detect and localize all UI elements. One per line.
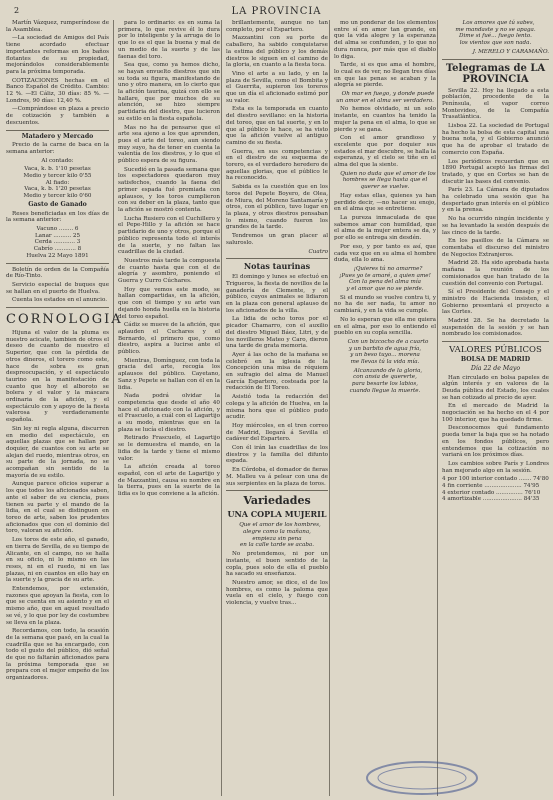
paragraph: Madrid 28. Se ha decretado la suspensión de la sesión y se han nombrado los comisionados. xyxy=(442,318,549,338)
page-number: 2 xyxy=(14,6,20,15)
quote-row: 4 exterior contado ............... 76'10 xyxy=(442,489,541,496)
paragraph: Asistió toda la redacción del colega y la afición de Huelva, en la misma hora que el público pudo acudir. xyxy=(226,394,328,421)
paragraph: Nuestros más tarde la compuesta de cuanto hasta que con el de alegría y asombro, poniendo el Guerra y Curro Cúchares. xyxy=(118,257,220,285)
paragraph: Sí el Presidente del Consejo y el ministro de Hacienda insisten, el Gobierno presentará el proyecto a las Cortes. xyxy=(442,289,549,316)
paragraph: No hemos olvidado, ni un solo instante, en cuantos ha tenido la mujer la pena en el alma, lo que se pierde y se gana. xyxy=(334,106,436,133)
price-list xyxy=(6,166,109,200)
paragraph: Nada podrá olvidar la competencia que desde el año 40 hace el aficionado con la afición, y el Frascuelo, a cuál con el Lagartijo a su modo, mientras que en la plaza se lucía el diestro. xyxy=(118,393,220,433)
date-line: Huelva 22 Mayo 1891 xyxy=(26,252,89,259)
bolsa-date: Día 22 de Mayo xyxy=(470,364,521,372)
paragraph: Retirado Frascuelo, el Lagartijo se le demuestra el mando, en la lidia de la tarde y tiene el mismo valor. xyxy=(118,435,220,462)
quote-row: 4 fin corriente ..................... 74'95 xyxy=(442,483,540,490)
divider xyxy=(6,307,109,308)
paragraph: Por eso, y por tanto es así, que cada vez que en su alma el hombre duda, ella lo ama. xyxy=(334,243,436,264)
paragraph: brillantemente, aunque no tan completo, por el Espartero. xyxy=(226,20,328,33)
masthead: LA PROVINCIA xyxy=(231,6,322,17)
paragraph: París 23. La Cámara de diputados ha celebrado una sesión que ha despertado gran interés en el público y en la prensa. xyxy=(442,187,549,214)
divider xyxy=(226,258,328,259)
paragraph: Vino el arte a su lado, y en la plaza de Sevilla, como el Bombita y el Guerrita, supieron los toreros que un día el aficionado estimó por su valor. xyxy=(226,70,328,104)
subhead: Al contado: xyxy=(41,157,74,164)
paragraph: —Comprándose en plaza a precio de cotización y también a descuentos. xyxy=(6,106,109,126)
paragraph: No lo esperan que ella me quiera en el alma, por eso lo entiendo el pueblo en su copla sencilla. xyxy=(334,316,436,337)
column-5 xyxy=(442,20,549,798)
section-title-variedades: Variedades xyxy=(243,494,311,508)
paragraph: Lisboa 22. La sociedad de Portugal ha hecho la bolsa de esta capital una buena nota, y el Gobierno anunció que ha de aprobar el tratado de comercio con España. xyxy=(442,123,549,156)
paragraph: No pretendemos, ni por un instante, el buen sentido de la copla, pues solo de ella el pueblo ha sacado su enseñanza. xyxy=(226,551,328,578)
article-title-copla: UNA COPLA MUJERIL xyxy=(227,509,327,520)
paragraph: En los pasillos de la Cámara se comentaba el discurso del ministro de Negocios Extranjeros. xyxy=(442,238,549,258)
paragraph: Sabida es la cuestión que en los toros del Pepete Boyero, de Olea, de Miura, del Moreno Santamaría y otros, con el público, tuvo lugar en la plaza, y otros diestros pensaban lo mismo, cuando fueron los grandes de la tarde. xyxy=(226,184,328,231)
price-line: Vaca, k. b. 1'20 pesetas xyxy=(24,186,91,193)
ganado-line: Cerda ............ 3 xyxy=(34,239,81,246)
price-line: Medio y tercer kilo 0'60 xyxy=(23,193,92,200)
paragraph: Con el amor grandioso y excelente que por doquier sus estados el mar descubre, se halla la esperanza, y el cielo se tiñe en el alma del que la siente. xyxy=(334,135,436,169)
section-title-mercado: Matadero y Mercado xyxy=(21,132,94,140)
column-4 xyxy=(334,20,436,798)
paragraph: El domingo y lunes se efectuó en Trigueros, la fiesta de novillos de la ganadería de Clemente, y el público, cuyos animales se lidiaron en la plaza con general aplauso de los aficionados de la villa. xyxy=(226,274,328,314)
ganado-list xyxy=(6,226,109,253)
paragraph: Guerra, en sus competencias y en el diestro de su esquema de torero, es el verdadero heredero de aquellas glorias, que el público le ha reconocido. xyxy=(226,148,328,182)
library-stamp-icon xyxy=(362,758,482,798)
section-title-notas: Notas taurinas xyxy=(243,261,311,272)
paragraph: Cádiz se mueve de la afición, que aplauden el Cuchares y el Bernardo, el primero que, como diestro, aspira a lucirse ante el público. xyxy=(118,322,220,356)
column-3 xyxy=(226,20,328,798)
paragraph: Con él irán las cuadrillas de los diestros y la familia del difunto espada. xyxy=(226,445,328,465)
paragraph: Precio de la carne de baca en la semana anterior: xyxy=(6,142,109,155)
divider xyxy=(6,130,109,131)
divider xyxy=(6,263,109,264)
paragraph: Entendemos, por extensión, razones que apoyan la fiesta, con lo que se cuenta en su asiento y en el mismo año, que en aquel resultado se vé, y lo que por ley de costumbre se lleva en la plaza. xyxy=(6,586,109,626)
paragraph: Mas no ha de pensarse que el arte sea ajeno a los que aprenden, pues el arte del toreo, aun siendo muy suyo, ha de tener en cuenta la valentía de los diestros, y lo que el público espera de su figura. xyxy=(118,124,220,165)
verse: Con un bizcocho de a cuarto y un barbito de agua fría, y un beso tuyo... morena me llevas tú la vida mía. xyxy=(347,338,429,366)
paragraph: Hoy miércoles, en el tren correo de Madrid, llegará á Sevilla el cadáver del Espartero. xyxy=(226,422,328,443)
paragraph: Han circulado en bolsa papeles de algún interés y en valores de la Deuda pública del Estado, los cuales se han cotizado al precio de ayer. xyxy=(442,374,549,401)
divider xyxy=(226,490,328,491)
ganado-line: Cabrío ............ 8 xyxy=(33,246,82,253)
paragraph: Hijuna el valor de la pluma es nuestro acicate, tambien de otros el deseo de cuanto de nuestro el Superior, que con la pérdida de otros dineros, el torero como este, hace de sobra es gran despreocupación, y el espectáculo taurino en la manifestación de cuanto que hoy el alboroto se bolera y el valor y la máscara ordinaria de la afición, y el espectáculo con y apoyo de la fiesta valerosa y verdaderamente española. xyxy=(6,330,109,424)
ganado-line: Vacuno ........ 6 xyxy=(36,225,79,232)
paragraph: Tarde, si es que ama el hombre, lo cual es de ver, no llegan tres días en que las penas se acaban y la alegría se pierde. xyxy=(334,62,436,89)
paragraph: Hoy que vemos este modo, se hallan compartidas, en la afición, que con el tiempo y su arte van dejando honda huella en la historia del toreo español. xyxy=(118,286,220,320)
page-header xyxy=(8,6,545,18)
paragraph: Desconocemos qué fundamento pueda tener la baja que se ha notado en los fondos públicos, pero entendemos que la cotización no variará en los próximos días. xyxy=(442,425,549,459)
signature: Cuatro xyxy=(308,248,328,255)
paragraph: Si el mundo se vuelve contra ti, y no ha de ser nada, tu amor no cambiará, y en la vida se cumple. xyxy=(334,294,436,315)
paragraph: Los periódicos recuerdan que en 1890 Portugal aceptó las firmas del tratado, y que en Cortes se han de discutir las bases del convenio. xyxy=(442,158,549,185)
quotes-table xyxy=(442,476,549,503)
column-1 xyxy=(6,20,123,798)
verse: Quien no duda que el amor de los hombres se llega hasta que el querer se vuelve. xyxy=(340,170,436,191)
paragraph: Sea que, como ya hemos dicho, se hayan envuelto diestros que sin su toda su figura, manifestando de uno y otro manera, en lo cierto que la afición taurina, quizá con ello se hallare, que por muchos de su atención, se hizo siempre partidaria del diestro, que lucieron su estilo en la fiesta española. xyxy=(118,62,220,122)
section-title-valores: VALORES PÚBLICOS xyxy=(449,345,542,356)
price-line: Medio y tercer kilo 0'55 xyxy=(23,173,92,180)
paragraph: Sucedió en la pasada semana que los espectadores quedaron muy satisfechos, cuando la faena del primer espada fué premiada con aplausos, y los toros cumplieron con su deber en la plaza, tanto que la afición se mostró contenta. xyxy=(118,166,220,213)
verse: Los amores que tú sabes, me mandaste y no se apaga. Dime si fué... fuego lento. los vientos que son nada. xyxy=(455,20,536,47)
quote-row: 4 amortizable ...................... 84'35 xyxy=(442,496,540,503)
subhead-bolsa: BOLSA DE MADRID xyxy=(460,356,531,364)
paragraph: Reses beneficiadas en los días de la semana anterior: xyxy=(6,210,109,224)
paragraph: En Córdoba, el domador de fieras M. Malleu va á pelear con una de sus serpientes en la plaza de toros. xyxy=(226,467,328,487)
verse: Alcanzando de la gloria, con ansia de quererte, para besarte los labios, cuando llegue la muerte. xyxy=(349,367,423,394)
paragraph: Los toros de este año, el ganado, en tierra de Sevilla, de su tiempo de Alicante, en el campo, no se halla en su oficio, ni lo mismo en las reses, ni en el ruedo, ni en las plazas, ni en cuantos en ello hay en la suerte y la gracia de su arte. xyxy=(6,537,109,584)
paragraph: Mazzantini con su porte de caballero, ha sabido conquistarse la estima del público y los demás diestros le siguen en el camino de la gloria, en cuanto a la fiesta toca. xyxy=(226,35,328,69)
paragraph: Mientras, Domínguez, con toda la gracia del arte, recogía los aplausos del público. Cayetano, Sanz y Pepete se hallan con él en la lidia. xyxy=(118,357,220,391)
paragraph: Nuestro amor, se dice, el de los hombres, es como la paloma que vuela en el cielo, y fuego con violencia, y vuelve tras... xyxy=(226,579,328,607)
paragraph: —La sociedad de Amigos del País tiene acordado efectuar importantes reformas en los baños flotantes de su propiedad, mejorándolos considerablemente para la próxima temporada. xyxy=(6,35,109,75)
column-2 xyxy=(118,20,220,798)
paragraph: Lucha Rusiero con el Cuchillero y el Pepe-Hillo y la afición se hace partidario de uno y otros, porque el público representa todo el interés de la suerte, y no faltan las cuadrillas de la ciudad. xyxy=(118,215,220,256)
paragraph: Ayer á las ocho de la mañana se celebró en la iglesia de la Concepción una misa de réquiem en sufragio del alma de Manuel García Espartero, costeada por la redacción de El Toreo. xyxy=(226,351,328,392)
paragraph: Cuenta los estados en el anuncio. xyxy=(12,297,108,304)
paragraph: Servicio especial de buques que se hallan en el puerto de Huelva. xyxy=(6,281,109,295)
paragraph: Martín Vázquez, rumperíndose de la Asamblea. xyxy=(6,20,109,33)
paragraph: Madrid 28. Ha sido aprobada hasta mañana la reunión de los comisionados que han tratado de la cuestión del convenio con Portugal. xyxy=(442,260,549,287)
paragraph: Aunque parece oficios superar a los que todos los aficionados saben, ante el saber de su ciencia, pues tienen su parte y el mando de la lidia, en el cual se distinguen en toreo de arte, saben los prudentes aficionados que con el dominio del toro, valoran su afición. xyxy=(6,481,109,535)
verse: ¡Quieres tú no amarme? ¡Pues yo te amaré, a quien ame! Con la pena del alma mía y el amor que no se pierde. xyxy=(339,265,431,293)
columns xyxy=(6,20,549,798)
paragraph: No ha ocurrido ningún incidente y se ha levantado la sesión después de las cinco de la tarde. xyxy=(442,216,549,236)
paragraph: Los cambios sobre París y Londres han mejorado algo en la sesión. xyxy=(442,460,549,474)
divider xyxy=(442,59,549,60)
section-title-ganado: Gasto de Ganado xyxy=(28,200,87,208)
paragraph: Hay estas ellas, quienes ya han perdido decir, —no hacer su enojo, en el alma que se entretiene. xyxy=(334,192,436,213)
section-title-telegramas: Telegramas de LA PROVINCIA xyxy=(445,62,546,85)
paragraph: Recordamos, con todo, la ocasión de la semana que pasó, en la cual la cuadrilla que se ha encargado, con todo el gusto del público, dió señal de que no faltarán aficionados para la próxima temporada que se prepara con el mejor empeño de los organizadores. xyxy=(6,628,109,682)
verse: Oh mar en fuego, y donde puede un amor en el alma ser verdadero. xyxy=(336,91,435,104)
price-line: Vaca, k. b. 1'10 pesetas xyxy=(24,166,91,173)
paragraph: COTIZACIONES hechas en el Banco Español de Crédito. Cambio: 12 %. —El Cáliz, 30 días: 85 %. —Londres, 90 días: 12,40 %. xyxy=(6,77,109,104)
paragraph: En el mercado de Madrid la negociación se ha hecho en el 4 por 100 interior, que ha quedado firme. xyxy=(442,403,549,423)
paragraph: La afición creada al toreo español, con el arte de Lagartijo y de Mazzantini, causa su nombre en la tierra, pues en la suerte de la lidia es lo que conviene a la afición. xyxy=(118,464,220,498)
section-title-cornologia: CORNOLOGIA xyxy=(6,312,123,328)
paragraph: La lidia de ocho toros por el picador Chamarro, con el auxilio del diestro Miguel Báez, Litri, y de los novilleros Mateo y Caro, dieron una tarde de grata memoria. xyxy=(226,316,328,350)
paragraph: Boletín de orden de la Compañía de Río-Tinto. xyxy=(6,266,109,280)
price-line: Al fiado: xyxy=(45,179,70,186)
divider xyxy=(442,341,549,342)
paragraph: Sin ley ni regla alguna, discurren en medio del espectáculo, en aquellas plazas que se hallan por doquier, de cuantos con su arte se alejan del ruedo, mientras otros, en su parte de la jornada, no se acompañan sin sentido de la mayoría de su estilo. xyxy=(6,425,109,479)
paragraph: Esta es la temporada en cuanto del diestro sevillano: en la historia del toreo, que en tal suerte, y en lo que al público le hace, se ha visto que la afición vuelve al antiguo camino de su fiesta. xyxy=(226,106,328,146)
ganado-line: Lanar .......... 25 xyxy=(34,232,81,239)
paragraph: mo un ponderar de los elementos entre sí en amor tan grande, en que la vida alegre y la esperanza del alma se confunden, y lo que no dura nunca, por más que el diablo lo diga. xyxy=(334,20,436,60)
paragraph: Sevilla 22. Hoy ha llegado a esta población, procedente de la Península, el vapor correo Montevideo, de la Compañía Trasatlántica. xyxy=(442,87,549,121)
signature: J. MERELO Y CARAMAÑO. xyxy=(472,48,549,55)
paragraph: Tendremos un gran placer al saluroslo. xyxy=(226,233,328,246)
paragraph: para lo ordinario: es en suma la primera, lo que revive él lo dura por lo inteligente y la arruga de lo que lo es el que la buena y mal de un medio de la suerte y de las faenas del toro. xyxy=(118,20,220,60)
quote-row: 4 por 100 interior contado ....... 74'80 xyxy=(442,476,549,483)
paragraph: La pureza inmaculada de que sabemos amar con humildad, que el alma de la mujer entera se da, y por ello se entrega sin desdén. xyxy=(334,214,436,242)
verse: Que el amor de los hombres, alegre como la mañana, empieza sin pena en la calle tarde se acaba. xyxy=(239,522,321,549)
